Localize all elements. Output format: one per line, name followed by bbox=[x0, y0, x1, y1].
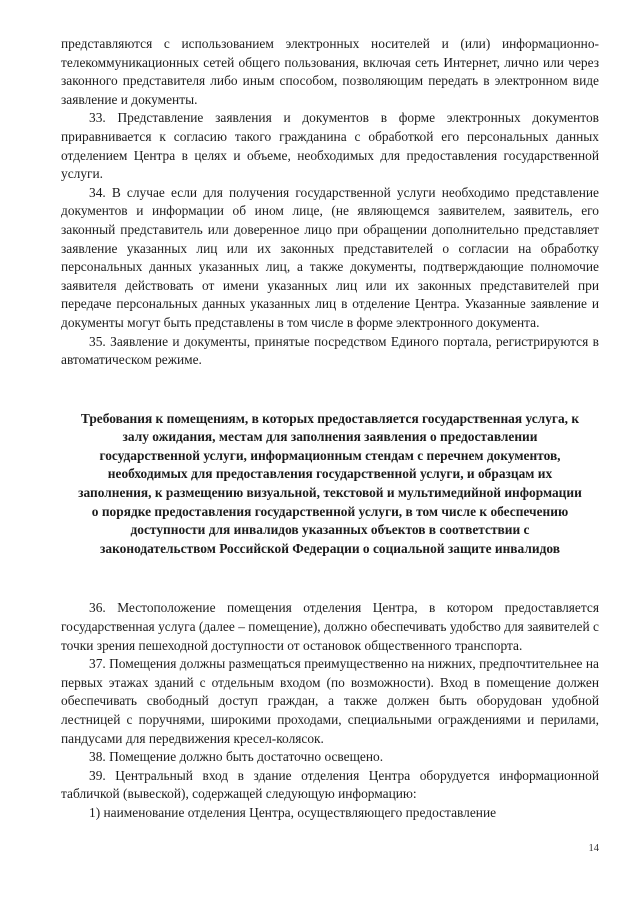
document-body bbox=[61, 35, 599, 823]
paragraph-37: 37. Помещения должны размещаться преимущественно на нижних, предпочтительнее на первых этажах зданий с отдельным входом (по возможности). Вход в помещение должен обеспечивать свободный доступ граждан, а также должен быть оборудован удобной лестницей с поручнями, широкими проходами, специальными ограждениями и перилами, пандусами для передвижения кресел-колясок. bbox=[61, 656, 599, 746]
paragraph-38: 38. Помещение должно быть достаточно освещено. bbox=[89, 749, 384, 765]
list-item-1: 1) наименование отделения Центра, осуществляющего предоставление bbox=[89, 804, 497, 820]
section-heading: Требования к помещениям, в которых предоставляется государственная услуга, к залу ожидания, местам для заполнения заявления о предоставлении государственной услуги, информационным стендам с перечнем документов, необходимых для предоставления государственной услуги, и образцам их заполнения, к размещению визуальной, текстовой и мультимедийной информации о порядке предоставления государственной услуги, в том числе к обеспечению доступности для инвалидов указанных объектов в соответствии с законодательством Российской Федерации о социальной защите инвалидов bbox=[78, 410, 582, 556]
paragraph-33: 33. Представление заявления и документов в форме электронных документов приравнивается к согласию такого гражданина с обработкой его персональных данных отделением Центра в целях и объеме, необходимых для предоставления государственной услуги. bbox=[61, 110, 599, 182]
paragraph-35: 35. Заявление и документы, принятые посредством Единого портала, регистрируются в автоматическом режиме. bbox=[61, 333, 599, 368]
paragraph-36: 36. Местоположение помещения отделения Центра, в котором предоставляется государственная услуга (далее – помещение), должно обеспечивать удобство для заявителей с точки зрения пешеходной доступности от остановок общественного транспорта. bbox=[61, 600, 599, 653]
page-number: 14 bbox=[588, 843, 599, 854]
paragraph-34: 34. В случае если для получения государственной услуги необходимо представление документов и информации об ином лице, (не являющемся заявителем, заявитель, его законный представитель или доверенное лицо при обращении дополнительно представляет заявление указанных лиц или их законных представителей о согласии на обработку персональных данных указанных лиц, а также документы, подтверждающие полномочие заявителя действовать от имени указанных лиц или их законных представителей при передаче персональных данных указанных лиц в отделение Центра. Указанные заявление и документы могут быть представлены в том числе в форме электронного документа. bbox=[61, 184, 599, 330]
paragraph-continuation: представляются с использованием электронных носителей и (или) информационно-телекоммуникационных сетей общего пользования, включая сеть Интернет, лично или через законного представителя либо иным способом, позволяющим передать в электронном виде заявление и документы. bbox=[61, 36, 599, 107]
paragraph-39: 39. Центральный вход в здание отделения Центра оборудуется информационной табличкой (вывеской), содержащей следующую информацию: bbox=[61, 767, 599, 802]
